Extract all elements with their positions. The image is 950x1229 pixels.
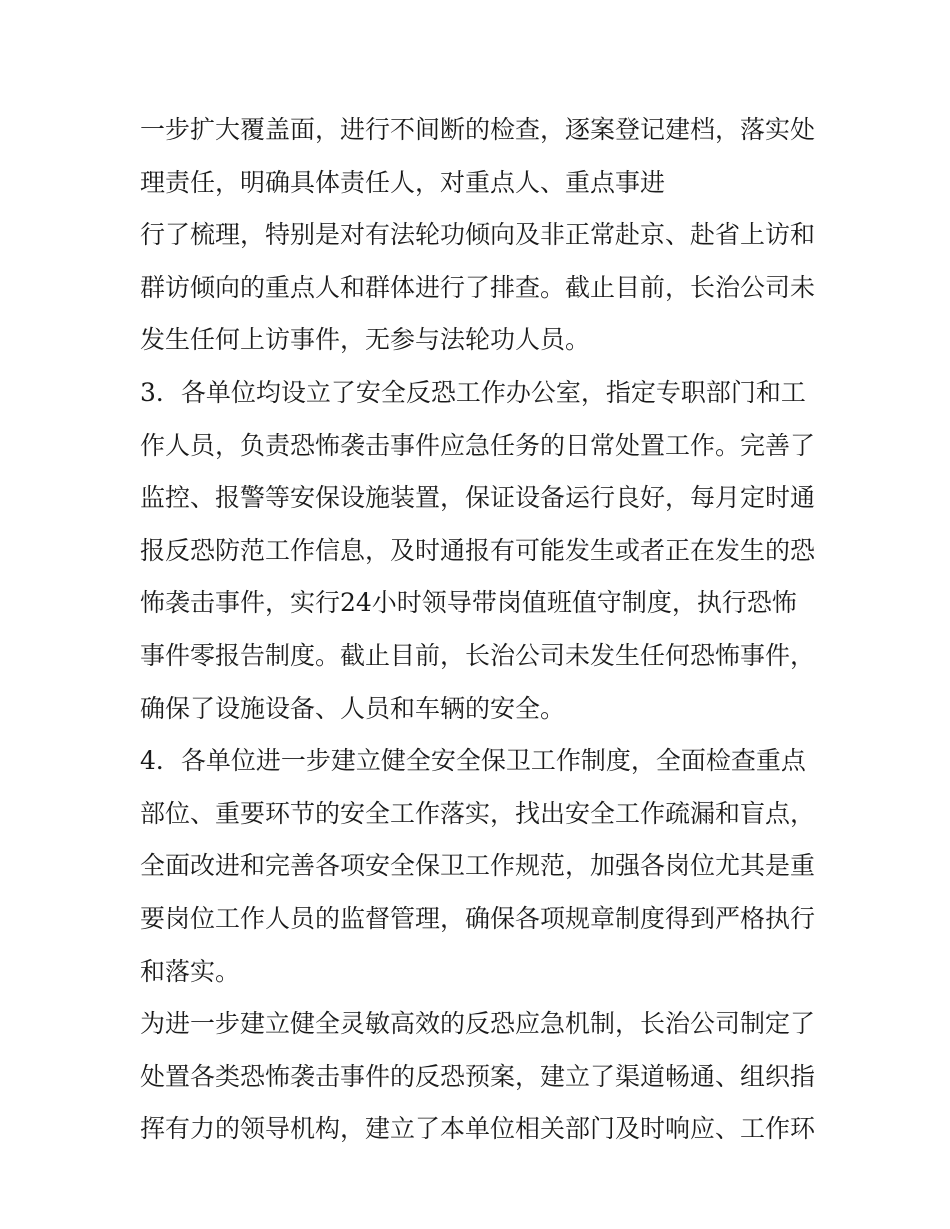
text-line: 确保了设施设备、人员和车辆的安全。 (140, 693, 566, 723)
text-line: 理责任，明确具体责任人，对重点人、重点事进 (140, 167, 666, 197)
text-line: 发生任何上访事件，无参与法轮功人员。 (140, 325, 591, 355)
text-line: 行了梳理，特别是对有法轮功倾向及非正常赴京、赴省上访和 (140, 220, 816, 250)
text-line: 监控、报警等安保设施装置，保证设备运行良好，每月定时通 (140, 483, 816, 513)
text-line: 3．各单位均设立了安全反恐工作办公室，指定专职部门和工 (140, 377, 806, 407)
text-line: 为进一步建立健全灵敏高效的反恐应急机制，长治公司制定了 (140, 1009, 816, 1039)
text-line: 全面改进和完善各项安全保卫工作规范，加强各岗位尤其是重 (140, 851, 816, 881)
body-text (140, 104, 820, 1156)
text-line: 作人员，负责恐怖袭击事件应急任务的日常处置工作。完善了 (140, 430, 816, 460)
text-line: 要岗位工作人员的监督管理，确保各项规章制度得到严格执行 (140, 903, 816, 933)
text-line: 部位、重要环节的安全工作落实，找出安全工作疏漏和盲点， (140, 798, 816, 828)
text-line: 和落实。 (140, 956, 241, 986)
text-line: 报反恐防范工作信息，及时通报有可能发生或者正在发生的恐 (140, 535, 816, 565)
text-line: 怖袭击事件，实行24小时领导带岗值班值守制度，执行恐怖 (140, 588, 797, 618)
text-line: 处置各类恐怖袭击事件的反恐预案，建立了渠道畅通、组织指 (140, 1061, 816, 1091)
text-line: 4．各单位进一步建立健全安全保卫工作制度，全面检查重点 (140, 746, 806, 776)
text-line: 挥有力的领导机构，建立了本单位相关部门及时响应、工作环 (140, 1114, 816, 1144)
text-line: 群访倾向的重点人和群体进行了排查。截止目前，长治公司未 (140, 272, 816, 302)
text-line: 事件零报告制度。截止目前，长治公司未发生任何恐怖事件， (140, 640, 816, 670)
text-line: 一步扩大覆盖面，进行不间断的检查，逐案登记建档，落实处 (140, 115, 816, 144)
